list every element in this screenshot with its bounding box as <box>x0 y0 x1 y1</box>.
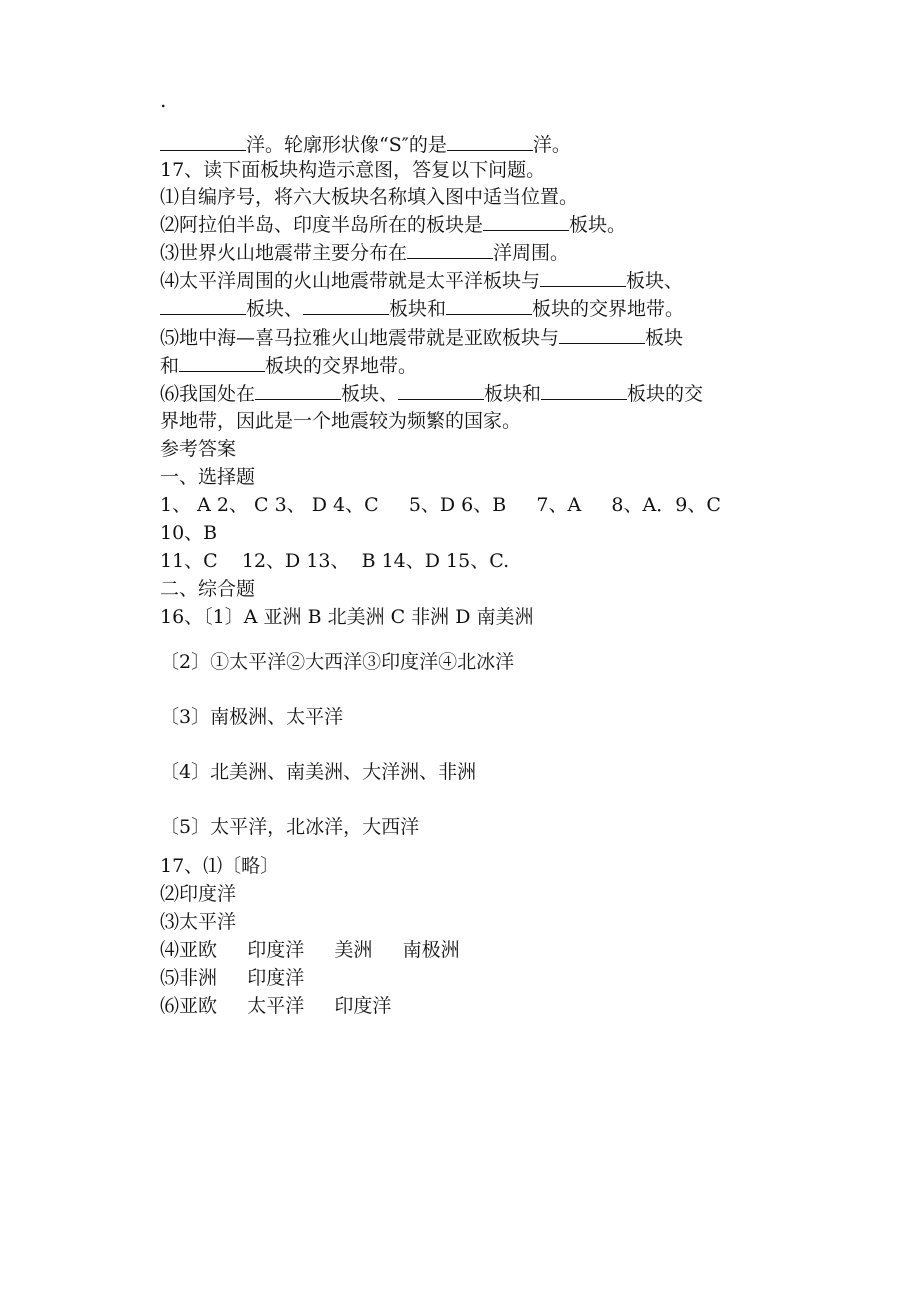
question17-item6-cont: 界地带，因此是一个地震较为频繁的国家。 <box>160 410 522 432</box>
answer16-part1: 16、〔1〕A 亚洲 B 北美洲 C 非洲 D 南美洲 <box>160 606 534 628</box>
text-fragment: 板块的交 <box>627 383 704 405</box>
text-fragment: ⑷太平洋周围的火山地震带就是太平洋板块与 <box>160 270 541 292</box>
section-comprehensive-title: 二、综合题 <box>160 578 256 600</box>
answer17-part3: ⑶太平洋 <box>160 911 237 933</box>
answer-blank[interactable] <box>160 132 246 151</box>
header-mark: . <box>160 88 167 112</box>
question17-item5 <box>160 325 683 350</box>
answer16-part4: 〔4〕北美洲、南美洲、大洋洲、非洲 <box>160 761 477 783</box>
text-fragment: 板块 <box>645 327 684 349</box>
answer-blank[interactable] <box>540 268 626 287</box>
text-fragment: 板块。 <box>569 214 627 236</box>
text-fragment: 和 <box>160 355 180 377</box>
answer16-part5: 〔5〕太平洋，北冰洋，大西洋 <box>160 816 420 838</box>
question17-title: 17、读下面板块构造示意图，答复以下问题。 <box>160 159 546 181</box>
text-fragment: ⑵阿拉伯半岛、印度半岛所在的板块是 <box>160 214 484 236</box>
text-fragment: 板块、 <box>246 298 304 320</box>
text-fragment: 板块和 <box>484 383 542 405</box>
text-fragment: ⑹我国处在 <box>160 383 256 405</box>
text-fragment: 洋。轮廓形状像“S″的是 <box>246 134 447 156</box>
answer-blank[interactable] <box>446 296 532 315</box>
answer-blank[interactable] <box>559 325 645 344</box>
question17-item2 <box>160 212 626 237</box>
answer-blank[interactable] <box>447 132 533 151</box>
answer-blank[interactable] <box>179 353 265 372</box>
answer-blank[interactable] <box>407 240 493 259</box>
question16-tail <box>160 132 571 157</box>
question17-item5-cont <box>160 353 417 378</box>
text-fragment: 板块的交界地带。 <box>265 355 418 377</box>
text-fragment: 洋周围。 <box>493 242 570 264</box>
text-fragment: ⑶世界火山地震带主要分布在 <box>160 242 408 264</box>
answer-blank[interactable] <box>483 212 569 231</box>
section-choice-title: 一、选择题 <box>160 466 256 488</box>
answer16-part2: 〔2〕①太平洋②大西洋③印度洋④北冰洋 <box>160 651 515 673</box>
question17-item4-cont <box>160 296 684 321</box>
answer17-part5: ⑸非洲 印度洋 <box>160 967 305 989</box>
choice-answers-row3: 11、C 12、D 13、 B 14、D 15、C. <box>160 550 510 572</box>
text-fragment: 板块和 <box>389 298 447 320</box>
answer-blank[interactable] <box>303 296 389 315</box>
choice-answers-row2: 10、B <box>160 522 218 544</box>
answer-blank[interactable] <box>255 381 341 400</box>
answers-title: 参考答案 <box>160 438 237 460</box>
text-fragment: 洋。 <box>532 134 571 156</box>
text-fragment: ⑸地中海—喜马拉雅火山地震带就是亚欧板块与 <box>160 327 560 349</box>
text-fragment: 板块、 <box>626 270 684 292</box>
text-fragment: 板块的交界地带。 <box>532 298 685 320</box>
question17-item1: ⑴自编序号，将六大板块名称填入图中适当位置。 <box>160 186 579 208</box>
answer-blank[interactable] <box>160 296 246 315</box>
answer17-part2: ⑵印度洋 <box>160 883 237 905</box>
question17-item3 <box>160 240 569 265</box>
question17-item6 <box>160 381 703 406</box>
question17-item4 <box>160 268 683 293</box>
choice-answers-row1: 1、 A 2、 C 3、 D 4、C 5、D 6、B 7、A 8、A．9、C <box>160 494 721 516</box>
answer17-part1: 17、⑴〔略〕 <box>160 855 280 877</box>
answer16-part3: 〔3〕南极洲、太平洋 <box>160 706 344 728</box>
answer17-part4: ⑷亚欧 印度洋 美洲 南极洲 <box>160 939 460 961</box>
answer-blank[interactable] <box>541 381 627 400</box>
answer-blank[interactable] <box>398 381 484 400</box>
text-fragment: 板块、 <box>341 383 399 405</box>
answer17-part6: ⑹亚欧 太平洋 印度洋 <box>160 995 392 1017</box>
